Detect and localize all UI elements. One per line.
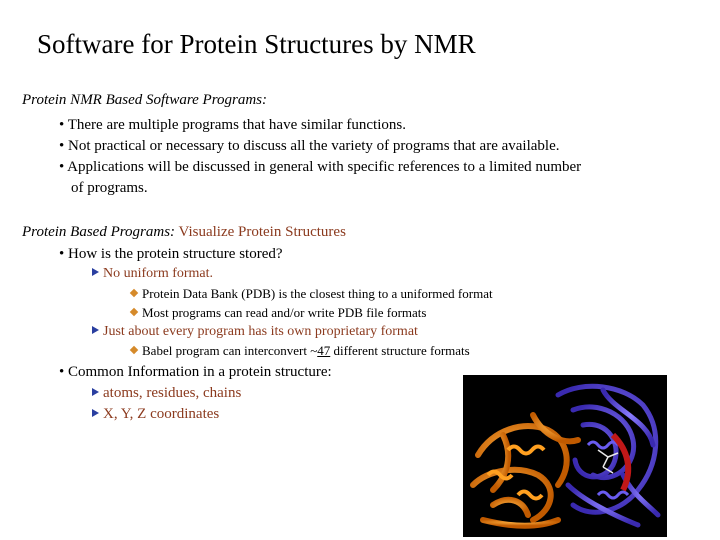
section1-bullet-2: • Not practical or necessary to discuss all the variety of programs that are available. — [59, 138, 560, 154]
slide-title: Software for Protein Structures by NMR — [37, 29, 476, 59]
sub-sub-item-read-write — [131, 305, 426, 321]
sub-item-label: Just about every program has its own proprietary format — [103, 324, 418, 339]
triangle-bullet-icon — [92, 409, 99, 417]
triangle-bullet-icon — [92, 388, 99, 396]
question-storage: • How is the protein structure stored? — [59, 246, 283, 262]
diamond-bullet-icon — [130, 346, 138, 354]
question-common-info: • Common Information in a protein structure: — [59, 364, 332, 380]
diamond-bullet-icon — [130, 289, 138, 297]
sub-item-atoms — [92, 385, 241, 402]
sub-item-proprietary-format — [92, 324, 418, 340]
triangle-bullet-icon — [92, 326, 99, 334]
sub-sub-item-label: Protein Data Bank (PDB) is the closest thing to a uniformed format — [142, 286, 493, 301]
sub-sub-item-babel — [131, 343, 470, 359]
sub-sub-item-pdb — [131, 286, 493, 302]
section1-bullet-1: • There are multiple programs that have similar functions. — [59, 117, 406, 133]
section1-heading: Protein NMR Based Software Programs: — [22, 92, 267, 108]
section2-heading-label: Protein Based Programs: — [22, 224, 176, 240]
section1-bullet-3: • Applications will be discussed in general with specific references to a limited number — [59, 159, 582, 175]
section1-bullet-3-cont: of programs. — [71, 180, 148, 196]
sub-item-no-uniform-format — [92, 266, 213, 282]
diamond-bullet-icon — [130, 308, 138, 316]
sub-sub-item-label: Most programs can read and/or write PDB file formats — [142, 305, 427, 320]
triangle-bullet-icon — [92, 268, 99, 276]
section2-heading — [22, 224, 346, 241]
protein-structure-image — [463, 375, 667, 537]
section2-heading-accent: Visualize Protein Structures — [175, 224, 346, 240]
sub-item-label: No uniform format. — [103, 266, 214, 281]
babel-post: different structure formats — [330, 343, 470, 358]
babel-pre: Babel program can interconvert ~ — [142, 343, 318, 358]
protein-ribbon-illustration — [463, 375, 667, 537]
sub-item-coordinates — [92, 406, 219, 423]
babel-count: 47 — [317, 343, 331, 358]
sub-item-label: atoms, residues, chains — [103, 385, 242, 401]
sub-item-label: X, Y, Z coordinates — [103, 406, 220, 422]
